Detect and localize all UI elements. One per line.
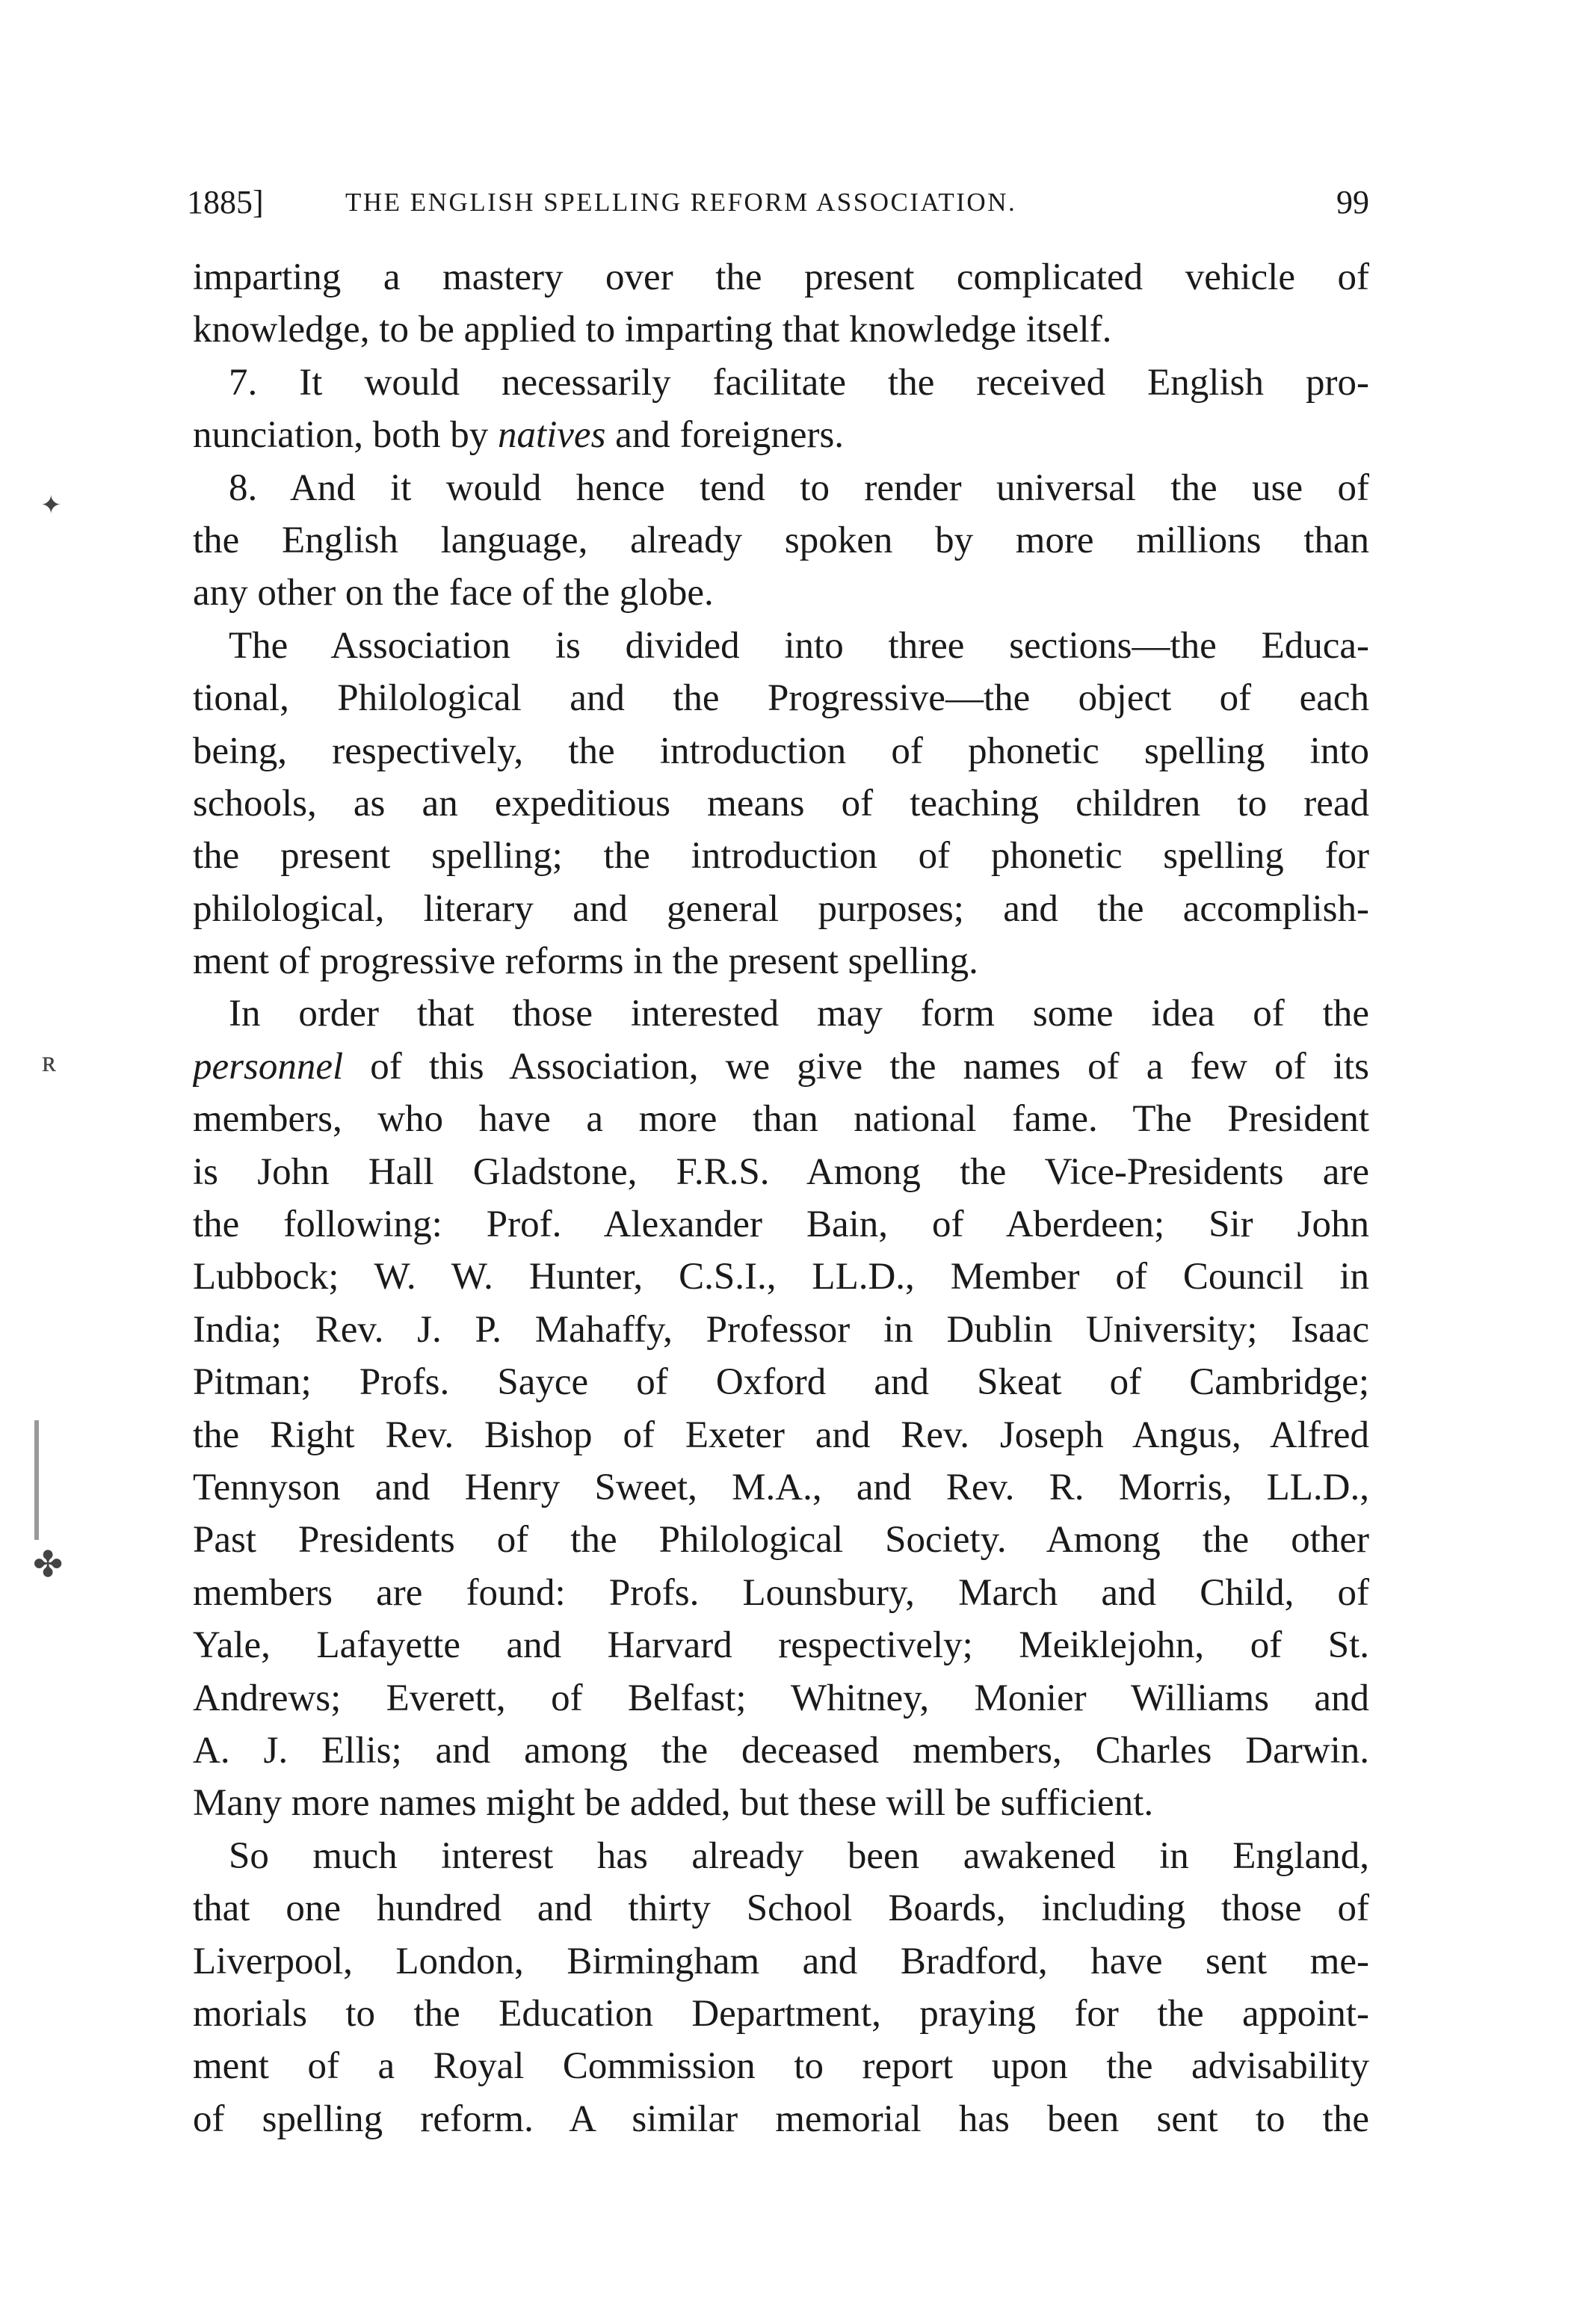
italic-term: natives [497,414,606,457]
text-line: 7. It would necessarily facilitate the received English pro- [229,361,1369,404]
text-line: any other on the face of the globe. [193,572,714,614]
text-line: imparting a mastery over the present complicated vehicle of [193,256,1369,298]
text-line: India; Rev. J. P. Mahaffy, Professor in Dublin University; Isaac [193,1308,1369,1351]
text-line: that one hundred and thirty School Boards, including those of [193,1887,1369,1930]
text-line: So much interest has already been awakened in England, [229,1834,1369,1877]
text-line: ment of progressive reforms in the present spelling. [193,940,978,983]
scan-artifact-mark: ʀ [42,1044,57,1078]
text-line: Liverpool, London, Birmingham and Bradford, have sent me- [193,1940,1369,1982]
text-line: Past Presidents of the Philological Society. Among the other [193,1519,1369,1562]
header-year: 1885] [187,184,264,221]
scan-edge-shadow [34,1420,39,1540]
body-text [193,251,1369,2145]
text-line: of spelling reform. A similar memorial has been sent to the [193,2098,1369,2140]
text-line: Many more names might be added, but these will be sufficient. [193,1782,1154,1825]
scan-artifact-mark: ✤ [33,1545,64,1585]
text-line: tional, Philological and the Progressive—the object of each [193,677,1369,720]
text-line: knowledge, to be applied to imparting that knowledge itself. [193,309,1112,351]
text-line: Andrews; Everett, of Belfast; Whitney, Monier Williams and [193,1677,1369,1719]
text-line: the following: Prof. Alexander Bain, of Aberdeen; Sir John [193,1203,1369,1246]
text-line: Pitman; Profs. Sayce of Oxford and Skeat of Cambridge; [193,1361,1369,1404]
text-line: schools, as an expeditious means of teaching children to read [193,782,1369,825]
text-line: is John Hall Gladstone, F.R.S. Among the Vice-Presidents are [193,1150,1369,1193]
running-head [187,176,1369,229]
text-line: being, respectively, the introduction of phonetic spelling into [193,730,1369,772]
text-line: the present spelling; the introduction of phonetic spelling for [193,835,1369,878]
scan-artifact-mark: ✦ [40,492,62,520]
text-line: the Right Rev. Bishop of Exeter and Rev. Joseph Angus, Alfred [193,1414,1369,1456]
italic-term: personnel [193,1045,344,1088]
text-line: Yale, Lafayette and Harvard respectively; Meiklejohn, of St. [193,1624,1369,1667]
text-line: A. J. Ellis; and among the deceased members, Charles Darwin. [193,1729,1369,1772]
text-line: personnel of this Association, we give the names of a few of its [193,1045,1369,1088]
page-number: 99 [1336,184,1369,221]
text-line: The Association is divided into three sections—the Educa- [229,624,1369,667]
text-line: the English language, already spoken by more millions than [193,519,1369,561]
text-line: nunciation, both by natives and foreigners. [193,414,845,457]
text-line: 8. And it would hence tend to render universal the use of [229,466,1369,509]
text-line: Tennyson and Henry Sweet, M.A., and Rev. R. Morris, LL.D., [193,1466,1369,1508]
text-line: philological, literary and general purposes; and the accomplish- [193,887,1369,930]
text-line: Lubbock; W. W. Hunter, C.S.I., LL.D., Member of Council in [193,1256,1369,1298]
header-title: THE ENGLISH SPELLING REFORM ASSOCIATION. [345,188,1017,217]
text-line: morials to the Education Department, praying for the appoint- [193,1992,1369,2035]
text-line: members, who have a more than national fame. The President [193,1098,1369,1141]
text-line: ment of a Royal Commission to report upon the advisability [193,2045,1369,2088]
text-line: members are found: Profs. Lounsbury, March and Child, of [193,1571,1369,1614]
text-line: In order that those interested may form some idea of the [229,993,1369,1035]
